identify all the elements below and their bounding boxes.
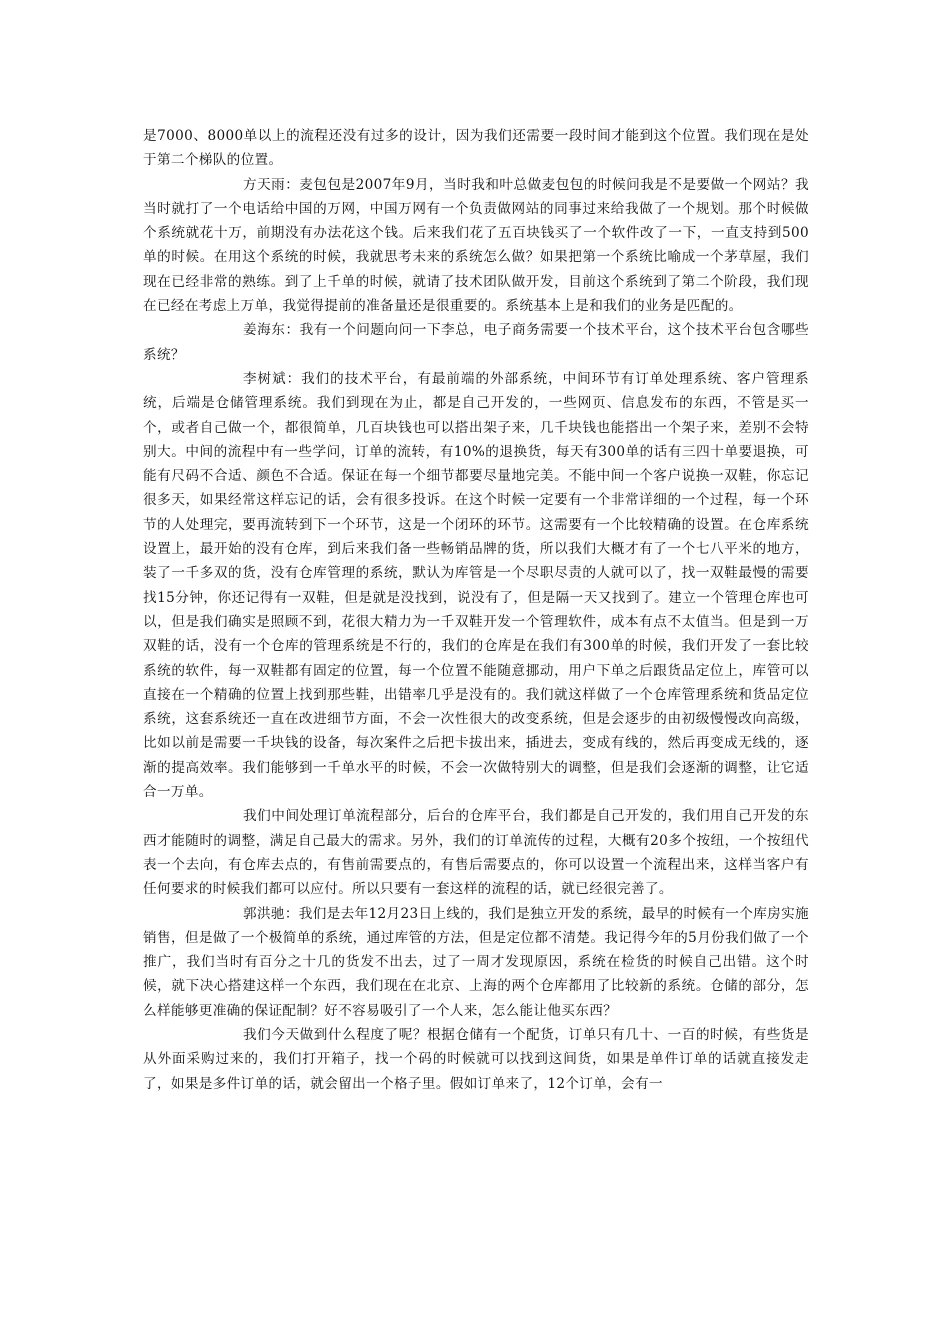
paragraph-warehouse-today: 我们今天做到什么程度了呢？根据仓储有一个配货，订单只有几十、一百的时候，有些货是从外面采购过来的，我们打开箱子，找一个码的时候就可以找到这间货，如果是单件订单的话就直接发走了，如果是多件订单的话，就会留出一个格子里。假如订单来了，12个订单，会有一 [143,1026,809,1092]
paragraph-continuation: 是7000、8000单以上的流程还没有过多的设计，因为我们还需要一段时间才能到这个位置。我们现在是处于第二个梯队的位置。 [143,128,809,169]
paragraph-order-process: 我们中间处理订单流程部分，后台的仓库平台，我们都是自己开发的，我们用自己开发的东西才能随时的调整，满足自己最大的需求。另外，我们的订单流传的过程，大概有20多个按纽，一个按纽代表一个去向，有仓库去点的，有售前需要点的，有售后需要点的，你可以设置一个流程出来，这样当客户有任何要求的时候我们都可以应付。所以只要有一套这样的流程的话，就已经很完善了。 [143,808,809,898]
paragraph-jiang-haidong: 姜海东：我有一个问题向问一下李总，电子商务需要一个技术平台，这个技术平台包含哪些系统？ [143,322,809,363]
paragraph-li-shubin: 李树斌：我们的技术平台，有最前端的外部系统，中间环节有订单处理系统、客户管理系统，后端是仓储管理系统。我们到现在为止，都是自己开发的，一些网页、信息发布的东西，不管是买一个，或者自己做一个，都很简单，几百块钱也可以搭出架子来，几千块钱也能搭出一个架子来，差别不会特别大。中间的流程中有一些学问，订单的流转，有10%的退换货，每天有300单的话有三四十单要退换，可能有尺码不合适、颜色不合适。保证在每一个细节都要尽量地完美。不能中间一个客户说换一双鞋，你忘记很多天，如果经常这样忘记的话，会有很多投诉。在这个时候一定要有一个非常详细的一个过程，每一个环节的人处理完，要再流转到下一个环节，这是一个闭环的环节。这需要有一个比较精确的设置。在仓库系统设置上，最开始的没有仓库，到后来我们备一些畅销品牌的货，所以我们大概才有了一个七八平米的地方，装了一千多双的货，没有仓库管理的系统，默认为库管是一个尽职尽责的人就可以了，找一双鞋最慢的需要找15分钟，你还记得有一双鞋，但是就是没找到，说没有了，但是隔一天又找到了。建立一个管理仓库也可以，但是我们确实是照顾不到，花很大精力为一千双鞋开发一个管理软件，成本有点不太值当。但是到一万双鞋的话，没有一个仓库的管理系统是不行的，我们的仓库是在我们有300单的时候，我们开发了一套比较系统的软件，每一双鞋都有固定的位置，每一个位置不能随意挪动，用户下单之后跟货品定位上，库管可以直接在一个精确的位置上找到那些鞋，出错率几乎是没有的。我们就这样做了一个仓库管理系统和货品定位系统，这套系统还一直在改进细节方面，不会一次性很大的改变系统，但是会逐步的由初级慢慢改向高级，比如以前是需要一千块钱的设备，每次案件之后把卡拔出来，插进去，变成有线的，然后再变成无线的，逐渐的提高效率。我们能够到一千单水平的时候，不会一次做特别大的调整，但是我们会逐渐的调整，让它适合一万单。 [143,370,809,801]
paragraph-guo-hongchi: 郭洪驰：我们是去年12月23日上线的，我们是独立开发的系统，最早的时候有一个库房实施销售，但是做了一个极简单的系统，通过库管的方法，但是定位都不清楚。我记得今年的5月份我们做了一个推广，我们当时有百分之十几的货发不出去，过了一周才发现原因，系统在检货的时候自己出错。这个时候，就下决心搭建这样一个东西，我们现在在北京、上海的两个仓库都用了比较新的系统。仓储的部分，怎么样能够更准确的保证配制？好不容易吸引了一个人来，怎么能让他买东西？ [143,905,809,1019]
paragraph-fang-tianyu: 方天雨：麦包包是2007年9月，当时我和叶总做麦包包的时候问我是不是要做一个网站？我当时就打了一个电话给中国的万网，中国万网有一个负责做网站的同事过来给我做了一个规划。那个时候做个系统就花十万，前期没有办法花这个钱。后来我们花了五百块钱买了一个软件改了一下，一直支持到500单的时候。在用这个系统的时候，我就思考未来的系统怎么做？如果把第一个系统比喻成一个茅草屋，我们现在已经非常的熟练。到了上千单的时候，就请了技术团队做开发，目前这个系统到了第二个阶段，我们现在已经在考虑上万单，我觉得提前的准备量还是很重要的。系统基本上是和我们的业务是匹配的。 [143,176,809,315]
document-page [143,124,809,1096]
